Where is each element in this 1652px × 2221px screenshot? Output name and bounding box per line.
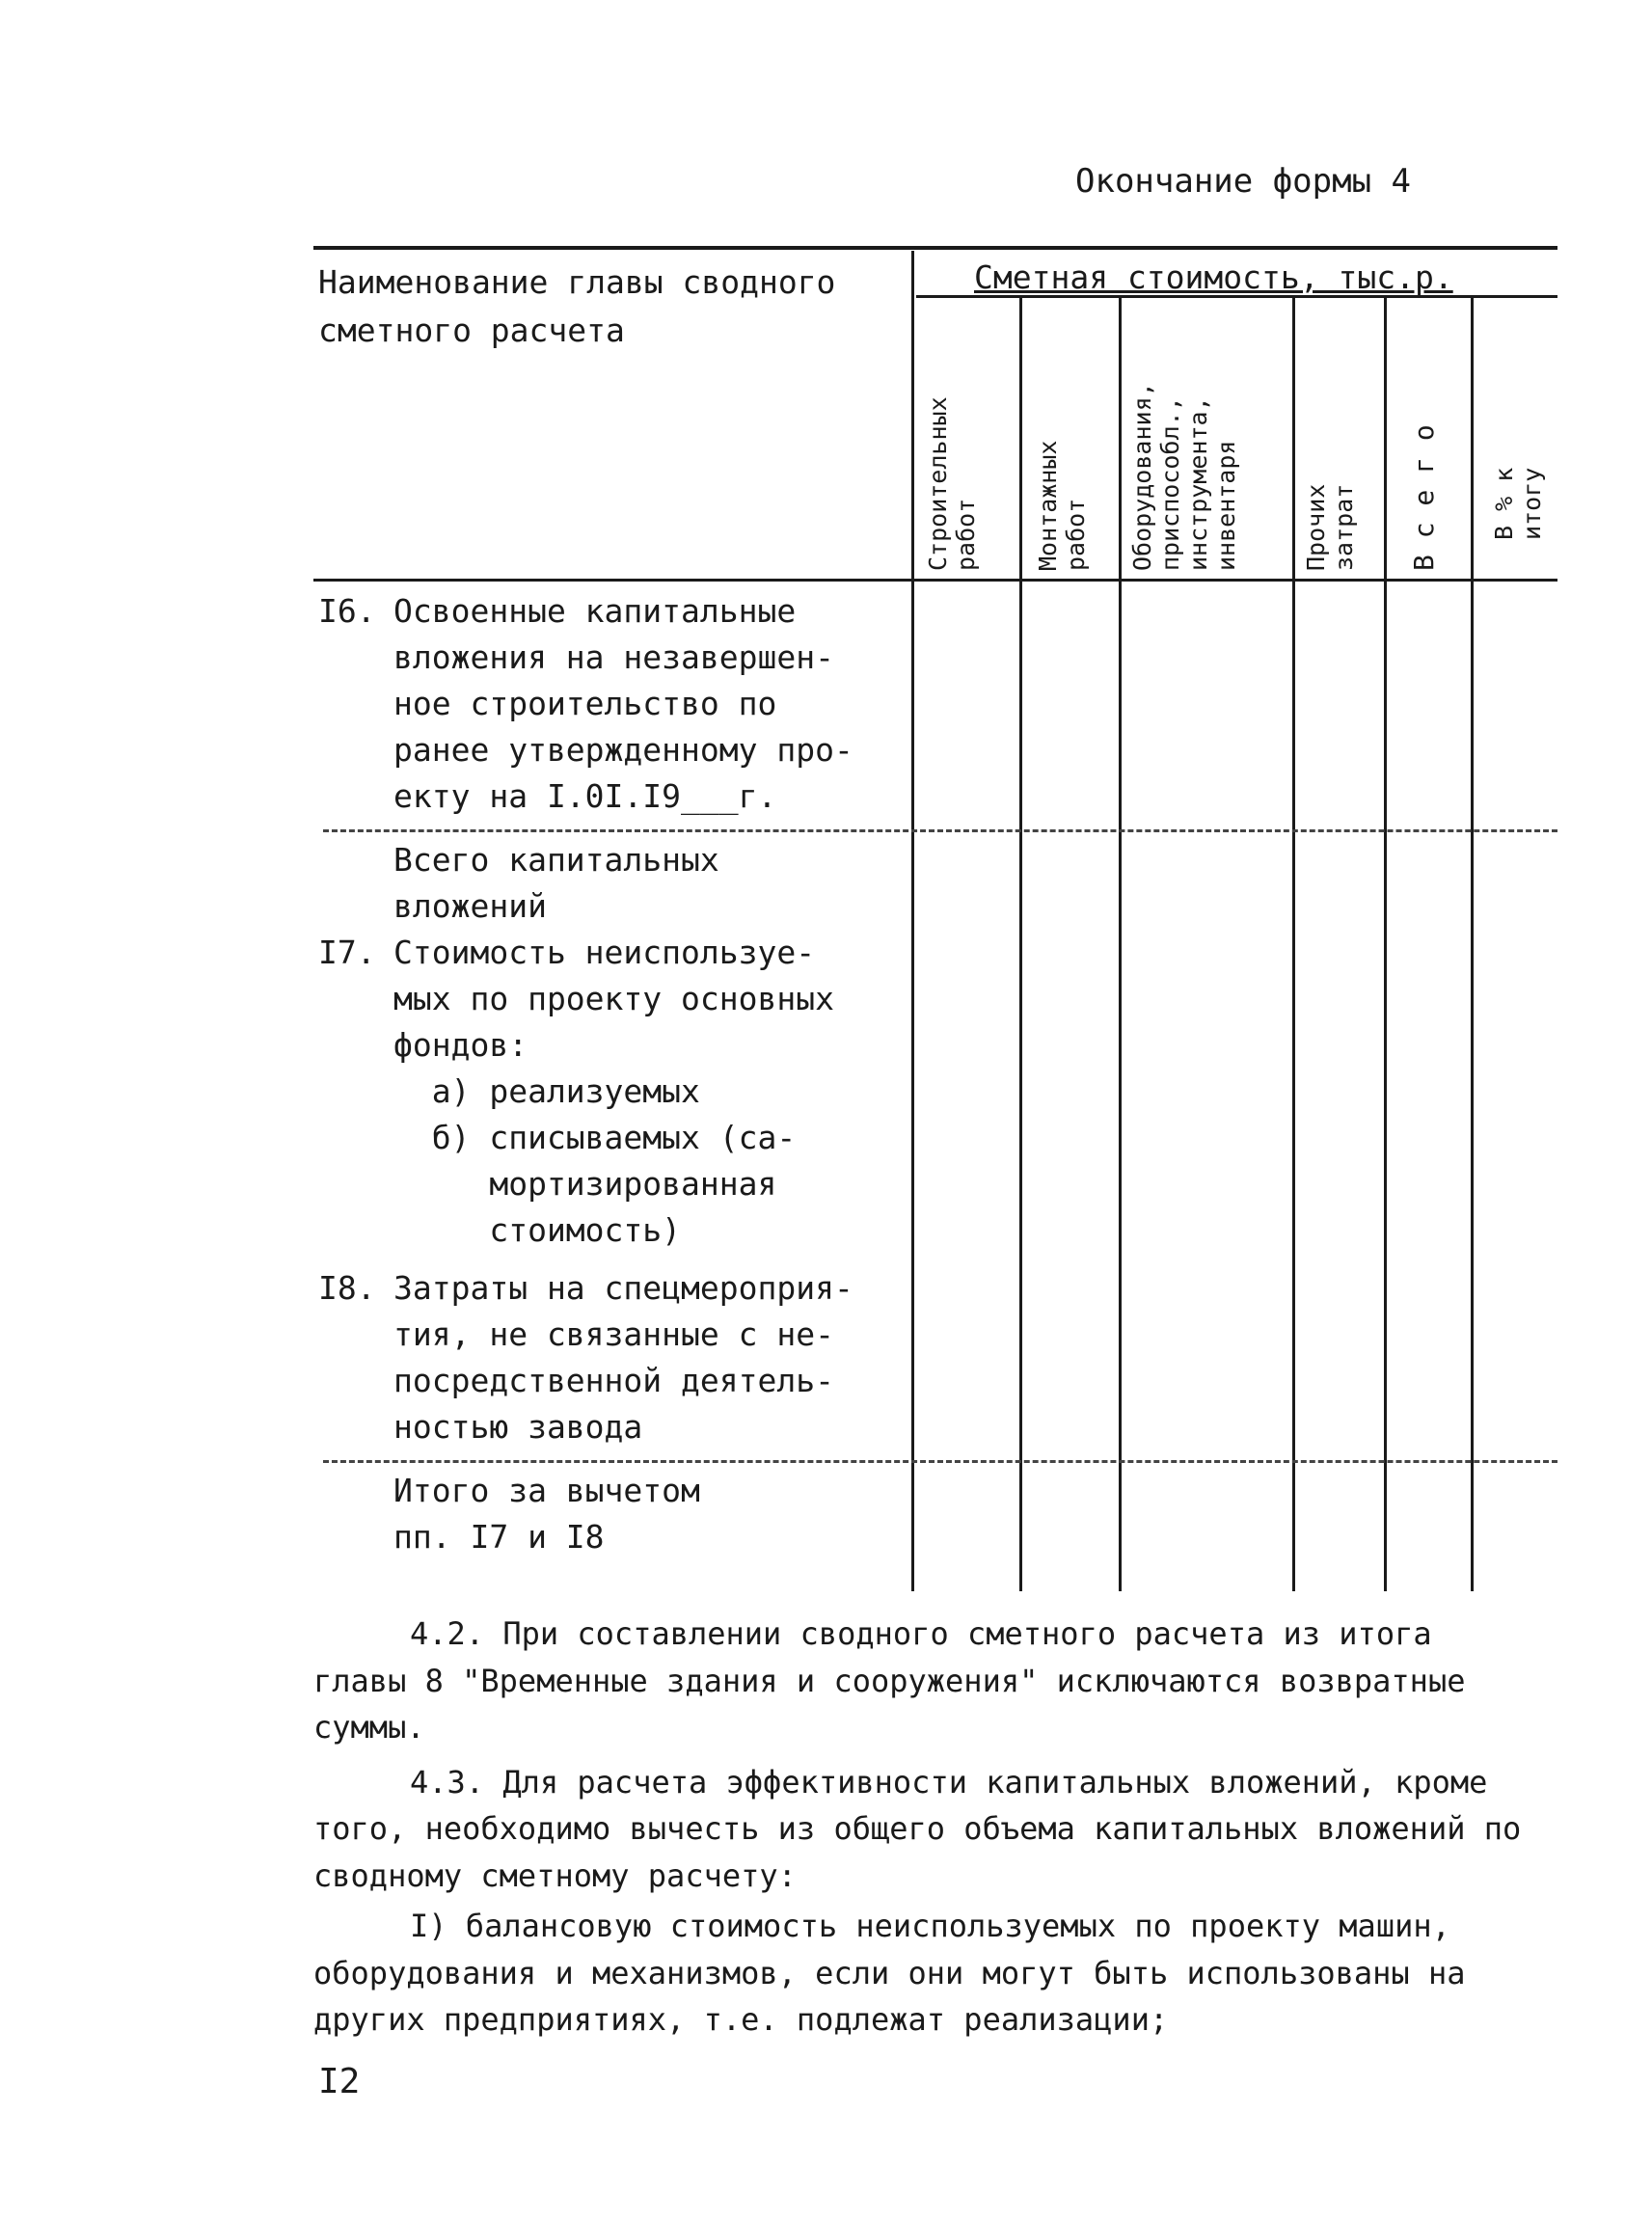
header-bottom-rule: [313, 579, 1557, 582]
form-caption: Окончание формы 4: [1075, 162, 1411, 201]
table-row: стоимость): [393, 1211, 682, 1249]
col-header-total: В с е г о: [1408, 424, 1440, 571]
name-column-header: Наименование главы сводного сметного расчета: [318, 263, 836, 349]
table-row: вложений: [393, 887, 547, 925]
table-row: б) списываемых (са-: [393, 1119, 797, 1156]
group-header: Сметная стоимость, тыс.р.: [974, 258, 1453, 296]
paragraph-4-2: 4.2. При составлении сводного сметного расчета из итога главы 8 "Временные здания и сооружения" исключаются возвратные суммы.: [313, 1615, 1466, 1746]
table-row: ностью завода: [393, 1408, 643, 1446]
table-row: посредственной деятель-: [393, 1362, 834, 1399]
col-header-percent: В % к итогу: [1490, 467, 1546, 540]
table-row: Всего капитальных: [393, 841, 719, 879]
body-text: [313, 1611, 1538, 2044]
col-divider-main: [911, 251, 914, 1591]
col-header-other: Прочих затрат: [1302, 483, 1358, 571]
table-row: мортизированная: [393, 1165, 777, 1203]
col-divider-4: [1384, 297, 1387, 1591]
col-divider-2: [1119, 297, 1122, 1591]
table-row: I8. Затраты на спецмероприя-: [318, 1269, 853, 1307]
table-row: екту на I.0I.I9___г.: [393, 777, 777, 815]
paragraph-item-1: I) балансовую стоимость неиспользуемых по проекту машин, оборудования и механизмов, если они могут быть использованы на других предприятиях, т.е. подлежат реализации;: [313, 1908, 1466, 2038]
table-row: I7. Стоимость неиспользуе-: [318, 934, 816, 971]
table-top-rule: [313, 246, 1557, 250]
table-row: а) реализуемых: [393, 1072, 700, 1110]
page-number: I2: [318, 2062, 361, 2101]
col-divider-3: [1292, 297, 1295, 1591]
table-row: мых по проекту основных: [393, 980, 834, 1017]
table-row: фондов:: [393, 1026, 528, 1064]
col-header-installation: Монтажных работ: [1034, 440, 1090, 571]
row-divider-2: [323, 1460, 1557, 1463]
col-header-equipment: Оборудования, приспособл., инструмента, инвентаря: [1128, 382, 1240, 571]
table-row: ранее утвержденному про-: [393, 731, 853, 769]
table-row: Итого за вычетом: [393, 1472, 700, 1509]
table-row: ное строительство по: [393, 685, 777, 722]
table-row: вложения на незавершен-: [393, 638, 834, 676]
col-divider-5: [1471, 297, 1474, 1591]
table-row: I6. Освоенные капитальные: [318, 592, 797, 630]
paragraph-4-3: 4.3. Для расчета эффективности капитальных вложений, кроме того, необходимо вычесть из общего объема капитальных вложений по сводному сметному расчету:: [313, 1763, 1522, 1894]
table-row: пп. I7 и I8: [393, 1518, 605, 1556]
col-divider-1: [1019, 297, 1022, 1591]
row-divider-1: [323, 829, 1557, 832]
col-header-construction: Строительных работ: [924, 396, 980, 571]
table-row: тия, не связанные с не-: [393, 1315, 834, 1353]
